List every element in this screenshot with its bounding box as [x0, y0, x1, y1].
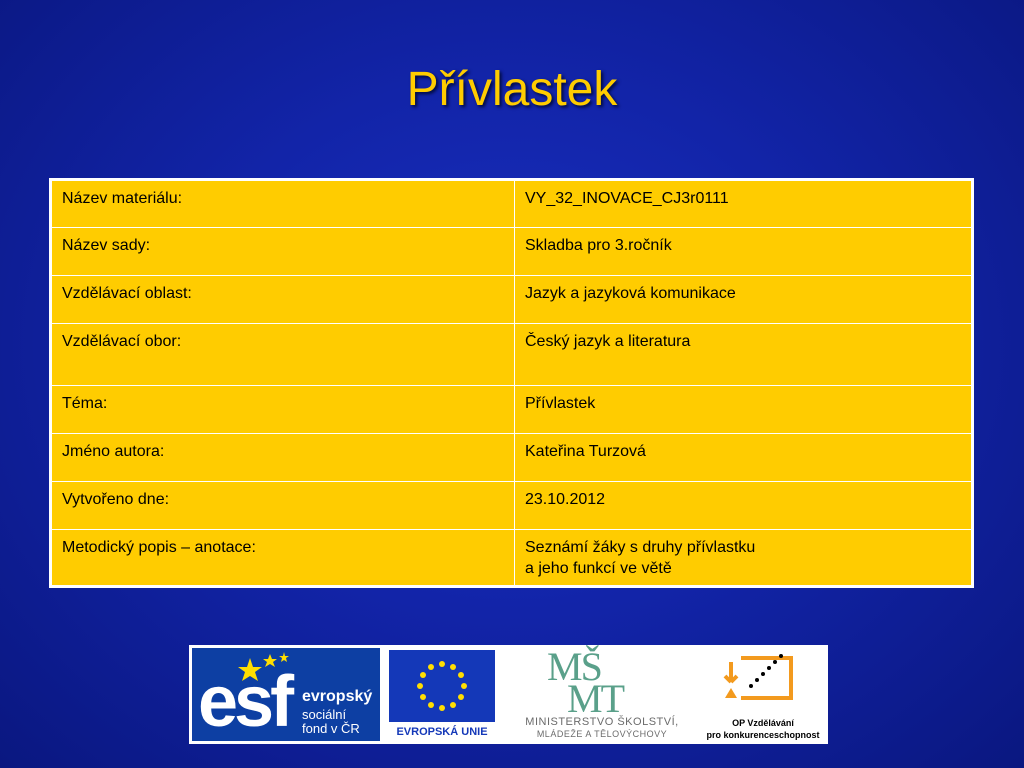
esf-line-1: evropský: [302, 688, 373, 705]
op-logo: [701, 648, 825, 741]
table-row: [51, 180, 973, 228]
eu-stars-icon: [389, 650, 495, 722]
esf-line-2: sociální: [302, 707, 347, 722]
row-value: Český jazyk a literatura: [515, 324, 973, 386]
table-row: [51, 530, 973, 587]
esf-mark: esf: [198, 662, 291, 742]
row-value: VY_32_INOVACE_CJ3r0111: [515, 180, 973, 228]
row-key: Vytvořeno dne:: [51, 482, 515, 530]
table-row: [51, 482, 973, 530]
row-value: [515, 530, 973, 587]
row-value: Skladba pro 3.ročník: [515, 228, 973, 276]
msmt-mark-2: MT: [567, 676, 623, 721]
row-key: Jméno autora:: [51, 434, 515, 482]
msmt-line-1: MINISTERSTVO ŠKOLSTVÍ,: [525, 716, 679, 728]
msmt-logo: [507, 644, 697, 741]
op-arrows-icon: [701, 648, 825, 716]
eu-logo: [387, 648, 497, 741]
table-row: [51, 386, 973, 434]
table-row: [51, 276, 973, 324]
row-key: Téma:: [51, 386, 515, 434]
eu-flag-icon: [389, 650, 495, 722]
table-row: [51, 324, 973, 386]
esf-line-3: fond v ČR: [302, 721, 360, 736]
msmt-line-2: MLÁDEŽE A TĚLOVÝCHOVY: [536, 729, 668, 739]
row-value: Kateřina Turzová: [515, 434, 973, 482]
esf-line-2-3: [302, 708, 360, 736]
row-value: Jazyk a jazyková komunikace: [515, 276, 973, 324]
table-row: [51, 434, 973, 482]
msmt-mark-1: MŠ: [547, 644, 601, 689]
eu-label: EVROPSKÁ UNIE: [396, 726, 488, 738]
op-line-2: pro konkurenceschopnost: [706, 730, 820, 740]
table-row: [51, 228, 973, 276]
row-key: Název sady:: [51, 228, 515, 276]
row-key: Vzdělávací oblast:: [51, 276, 515, 324]
op-line-1: OP Vzdělávání: [732, 718, 794, 728]
row-value-line-2: a jeho funkcí ve větě: [525, 560, 672, 577]
esf-logo: [192, 648, 380, 741]
row-key: Vzdělávací obor:: [51, 324, 515, 386]
slide-title: Přívlastek: [406, 63, 618, 116]
logo-strip: [189, 645, 828, 744]
row-key: Metodický popis – anotace:: [51, 530, 515, 587]
info-table: [49, 178, 974, 588]
row-key: Název materiálu:: [51, 180, 515, 228]
row-value: 23.10.2012: [515, 482, 973, 530]
row-value-line-1: Seznámí žáky s druhy přívlastku: [525, 539, 756, 556]
row-value: Přívlastek: [515, 386, 973, 434]
